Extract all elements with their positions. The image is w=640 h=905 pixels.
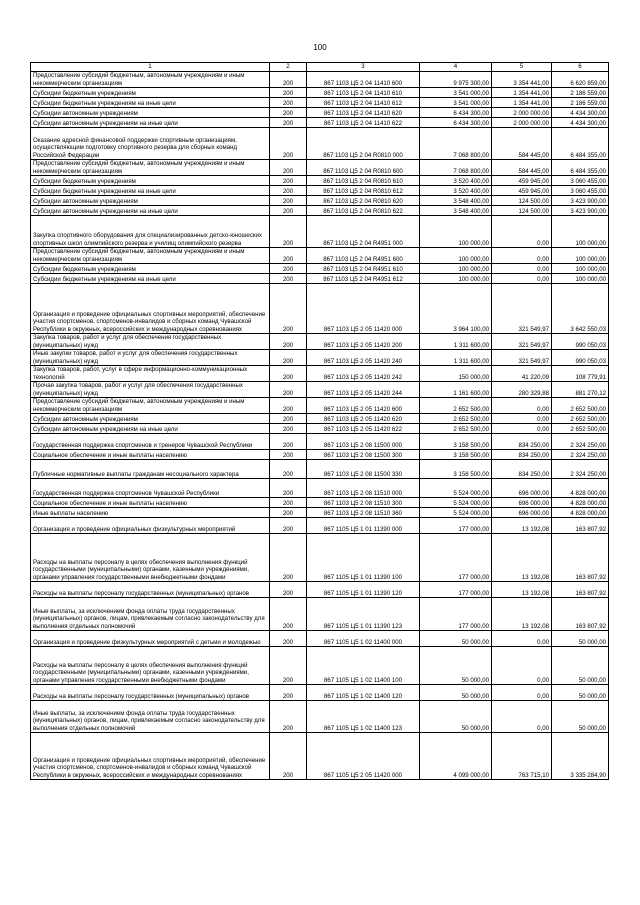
column-header: 6 [552, 63, 609, 72]
row-planned-cell: 5 524 000,00 [420, 498, 492, 508]
row-name-cell: Субсидии бюджетным учреждениям на иные цели [31, 98, 270, 108]
row-classification-cell: 867 1103 Ц5 2 04 R4951 000 [307, 216, 420, 248]
row-executed-cell: 2 000 000,00 [492, 108, 552, 118]
row-planned-cell: 6 434 300,00 [420, 108, 492, 118]
row-remainder-cell: 881 270,12 [552, 382, 609, 398]
table-row [31, 98, 609, 108]
row-code-cell: 200 [270, 508, 307, 518]
row-classification-cell: 867 1103 Ц5 2 08 11510 300 [307, 498, 420, 508]
row-remainder-cell: 3 060 455,00 [552, 186, 609, 196]
table-row [31, 685, 609, 701]
row-code-cell: 200 [270, 118, 307, 128]
row-classification-cell: 867 1103 Ц5 2 04 11410 600 [307, 72, 420, 88]
table-row [31, 108, 609, 118]
table-row [31, 631, 609, 647]
row-remainder-cell: 50 000,00 [552, 647, 609, 685]
row-remainder-cell: 2 324 250,00 [552, 460, 609, 479]
row-planned-cell: 50 000,00 [420, 701, 492, 733]
table-row [31, 498, 609, 508]
row-planned-cell: 5 524 000,00 [420, 479, 492, 498]
row-code-cell: 200 [270, 160, 307, 176]
row-classification-cell: 867 1103 Ц5 2 04 11410 620 [307, 108, 420, 118]
row-planned-cell: 100 000,00 [420, 216, 492, 248]
row-code-cell: 200 [270, 631, 307, 647]
table-row [31, 334, 609, 350]
row-remainder-cell: 100 000,00 [552, 274, 609, 284]
row-planned-cell: 100 000,00 [420, 264, 492, 274]
row-name-cell: Субсидии автономным учреждениям [31, 196, 270, 206]
row-planned-cell: 3 520 400,00 [420, 186, 492, 196]
row-executed-cell: 13 192,08 [492, 598, 552, 631]
table-row [31, 508, 609, 518]
row-remainder-cell: 2 324 250,00 [552, 450, 609, 460]
table-row [31, 160, 609, 176]
row-classification-cell: 867 1103 Ц5 2 04 R4951 610 [307, 264, 420, 274]
table-row [31, 88, 609, 98]
row-planned-cell: 177 000,00 [420, 518, 492, 534]
row-classification-cell: 867 1103 Ц5 2 04 11410 612 [307, 98, 420, 108]
row-code-cell: 200 [270, 534, 307, 582]
row-name-cell: Субсидии автономным учреждениям на иные цели [31, 118, 270, 128]
row-code-cell: 200 [270, 196, 307, 206]
row-name-cell: Иные закупки товаров, работ и услуг для обеспечения государственных (муниципальных) нужд [31, 350, 270, 366]
row-name-cell: Социальное обеспечение и иные выплаты населению [31, 498, 270, 508]
row-code-cell: 200 [270, 424, 307, 434]
row-code-cell: 200 [270, 498, 307, 508]
table-row [31, 72, 609, 88]
row-name-cell: Социальное обеспечение и иные выплаты населению [31, 450, 270, 460]
row-code-cell: 200 [270, 108, 307, 118]
row-code-cell: 200 [270, 264, 307, 274]
row-remainder-cell: 163 807,92 [552, 598, 609, 631]
row-classification-cell: 867 1105 Ц5 1 02 11400 100 [307, 647, 420, 685]
row-executed-cell: 0,00 [492, 424, 552, 434]
column-header: 3 [307, 63, 420, 72]
row-name-cell: Субсидии бюджетным учреждениям на иные цели [31, 274, 270, 284]
row-remainder-cell: 990 050,03 [552, 334, 609, 350]
row-name-cell: Субсидии бюджетным учреждениям [31, 176, 270, 186]
column-header: 5 [492, 63, 552, 72]
row-planned-cell: 3 548 400,00 [420, 206, 492, 216]
table-row [31, 534, 609, 582]
table-row [31, 382, 609, 398]
row-executed-cell: 0,00 [492, 398, 552, 414]
table-row [31, 264, 609, 274]
row-code-cell: 200 [270, 398, 307, 414]
table-row [31, 479, 609, 498]
row-classification-cell: 867 1103 Ц5 2 04 R0810 622 [307, 206, 420, 216]
row-classification-cell: 867 1105 Ц5 1 02 11400 000 [307, 631, 420, 647]
row-classification-cell: 867 1103 Ц5 2 04 11410 622 [307, 118, 420, 128]
row-name-cell: Расходы на выплаты персоналу государственных (муниципальных) органов [31, 582, 270, 598]
row-name-cell: Субсидии автономным учреждениям на иные цели [31, 424, 270, 434]
row-classification-cell: 867 1105 Ц5 1 01 11390 100 [307, 534, 420, 582]
row-name-cell: Прочая закупка товаров, работ и услуг для обеспечения государственных (муниципальных) нужд [31, 382, 270, 398]
row-name-cell: Иные выплаты, за исключением фонда оплаты труда государственных (муниципальных) органов, лицам, привлекаемым согласно законодательству для выполнения отдельных полномочий [31, 598, 270, 631]
row-executed-cell: 763 715,10 [492, 733, 552, 780]
table-row [31, 434, 609, 450]
row-executed-cell: 459 945,00 [492, 176, 552, 186]
row-planned-cell: 3 158 500,00 [420, 450, 492, 460]
row-classification-cell: 867 1103 Ц5 2 08 11510 000 [307, 479, 420, 498]
row-executed-cell: 584 445,00 [492, 160, 552, 176]
row-planned-cell: 100 000,00 [420, 248, 492, 264]
row-code-cell: 200 [270, 685, 307, 701]
row-executed-cell: 0,00 [492, 701, 552, 733]
column-header: 1 [31, 63, 270, 72]
row-remainder-cell: 163 807,92 [552, 534, 609, 582]
table-row [31, 701, 609, 733]
row-classification-cell: 867 1103 Ц5 2 04 R0810 610 [307, 176, 420, 186]
row-name-cell: Предоставление субсидий бюджетным, автономным учреждениям и иным некоммерческим организациям [31, 72, 270, 88]
row-code-cell: 200 [270, 733, 307, 780]
column-header: 4 [420, 63, 492, 72]
row-remainder-cell: 3 423 900,00 [552, 206, 609, 216]
row-planned-cell: 177 000,00 [420, 598, 492, 631]
row-planned-cell: 2 652 500,00 [420, 398, 492, 414]
column-header: 2 [270, 63, 307, 72]
row-classification-cell: 867 1103 Ц5 2 08 11500 330 [307, 460, 420, 479]
table-row [31, 518, 609, 534]
row-remainder-cell: 2 324 250,00 [552, 434, 609, 450]
row-code-cell: 200 [270, 701, 307, 733]
header-row [31, 63, 609, 72]
row-code-cell: 200 [270, 582, 307, 598]
row-remainder-cell: 3 642 550,03 [552, 284, 609, 334]
row-name-cell: Организация и проведение официальных физкультурных мероприятий [31, 518, 270, 534]
table-row [31, 216, 609, 248]
row-planned-cell: 150 000,00 [420, 366, 492, 382]
row-classification-cell: 867 1103 Ц5 2 05 11420 240 [307, 350, 420, 366]
row-executed-cell: 0,00 [492, 274, 552, 284]
row-name-cell: Государственная поддержка спортсменов и тренеров Чувашской Республики [31, 434, 270, 450]
row-classification-cell: 867 1103 Ц5 2 08 11500 000 [307, 434, 420, 450]
row-code-cell: 200 [270, 216, 307, 248]
row-classification-cell: 867 1103 Ц5 2 04 R0810 000 [307, 128, 420, 160]
row-remainder-cell: 4 434 300,00 [552, 118, 609, 128]
row-code-cell: 200 [270, 186, 307, 196]
row-planned-cell: 4 099 000,00 [420, 733, 492, 780]
row-remainder-cell: 50 000,00 [552, 701, 609, 733]
row-remainder-cell: 4 828 000,00 [552, 479, 609, 498]
row-planned-cell: 50 000,00 [420, 685, 492, 701]
row-remainder-cell: 108 779,91 [552, 366, 609, 382]
row-name-cell: Закупка товаров, работ, услуг в сфере информационно-коммуникационных технологий [31, 366, 270, 382]
row-name-cell: Предоставление субсидий бюджетным, автономным учреждениям и иным некоммерческим организациям [31, 160, 270, 176]
table-row [31, 598, 609, 631]
row-planned-cell: 1 311 600,00 [420, 350, 492, 366]
table-row [31, 248, 609, 264]
row-remainder-cell: 2 186 559,00 [552, 98, 609, 108]
row-planned-cell: 3 158 500,00 [420, 434, 492, 450]
page-number: 100 [313, 43, 327, 52]
row-remainder-cell: 2 652 500,00 [552, 414, 609, 424]
row-remainder-cell: 2 652 500,00 [552, 398, 609, 414]
row-name-cell: Государственная поддержка спортсменов Чувашской Республики [31, 479, 270, 498]
row-executed-cell: 13 192,08 [492, 582, 552, 598]
row-classification-cell: 867 1105 Ц5 1 01 11390 123 [307, 598, 420, 631]
row-remainder-cell: 3 423 900,00 [552, 196, 609, 206]
row-planned-cell: 6 434 300,00 [420, 118, 492, 128]
row-executed-cell: 0,00 [492, 647, 552, 685]
row-executed-cell: 2 000 000,00 [492, 118, 552, 128]
row-name-cell: Иные выплаты населению [31, 508, 270, 518]
row-executed-cell: 584 445,00 [492, 128, 552, 160]
row-name-cell: Субсидии бюджетным учреждениям [31, 88, 270, 98]
row-classification-cell: 867 1103 Ц5 2 05 11420 620 [307, 414, 420, 424]
row-classification-cell: 867 1103 Ц5 2 04 R4951 612 [307, 274, 420, 284]
row-planned-cell: 7 068 800,00 [420, 160, 492, 176]
row-executed-cell: 13 192,08 [492, 534, 552, 582]
row-code-cell: 200 [270, 647, 307, 685]
row-code-cell: 200 [270, 366, 307, 382]
row-code-cell: 200 [270, 434, 307, 450]
row-planned-cell: 7 068 800,00 [420, 128, 492, 160]
row-planned-cell: 2 652 500,00 [420, 424, 492, 434]
row-classification-cell: 867 1103 Ц5 2 05 11420 200 [307, 334, 420, 350]
row-planned-cell: 3 541 000,00 [420, 88, 492, 98]
row-name-cell: Предоставление субсидий бюджетным, автономным учреждениям и иным некоммерческим организациям [31, 248, 270, 264]
row-executed-cell: 0,00 [492, 248, 552, 264]
row-classification-cell: 867 1103 Ц5 2 05 11420 622 [307, 424, 420, 434]
row-classification-cell: 867 1105 Ц5 1 01 11390 120 [307, 582, 420, 598]
row-code-cell: 200 [270, 460, 307, 479]
row-planned-cell: 9 975 300,00 [420, 72, 492, 88]
row-classification-cell: 867 1103 Ц5 2 04 R4951 600 [307, 248, 420, 264]
row-name-cell: Организация и проведение официальных спортивных мероприятий, обеспечение участия спортсменов, спортсменов-инвалидов и сборных команд Чувашской Республики в окружных, всероссийских и международных соревнованиях [31, 733, 270, 780]
row-classification-cell: 867 1103 Ц5 2 04 R0810 612 [307, 186, 420, 196]
row-code-cell: 200 [270, 98, 307, 108]
row-code-cell: 200 [270, 176, 307, 186]
row-planned-cell: 1 161 600,00 [420, 382, 492, 398]
row-remainder-cell: 6 620 859,00 [552, 72, 609, 88]
row-remainder-cell: 990 050,03 [552, 350, 609, 366]
table-row [31, 647, 609, 685]
row-executed-cell: 696 000,00 [492, 498, 552, 508]
row-remainder-cell: 4 828 000,00 [552, 498, 609, 508]
table-row [31, 128, 609, 160]
row-executed-cell: 321 549,97 [492, 350, 552, 366]
row-executed-cell: 124 500,00 [492, 196, 552, 206]
row-remainder-cell: 163 807,92 [552, 582, 609, 598]
row-code-cell: 200 [270, 274, 307, 284]
row-remainder-cell: 50 000,00 [552, 631, 609, 647]
row-planned-cell: 2 652 500,00 [420, 414, 492, 424]
row-planned-cell: 3 520 400,00 [420, 176, 492, 186]
row-executed-cell: 124 500,00 [492, 206, 552, 216]
table-row [31, 424, 609, 434]
row-executed-cell: 0,00 [492, 216, 552, 248]
row-executed-cell: 0,00 [492, 685, 552, 701]
row-classification-cell: 867 1103 Ц5 2 05 11420 000 [307, 284, 420, 334]
row-executed-cell: 0,00 [492, 414, 552, 424]
row-executed-cell: 834 250,00 [492, 434, 552, 450]
row-classification-cell: 867 1103 Ц5 2 05 11420 242 [307, 366, 420, 382]
row-remainder-cell: 100 000,00 [552, 216, 609, 248]
row-remainder-cell: 4 828 000,00 [552, 508, 609, 518]
row-executed-cell: 3 354 441,00 [492, 72, 552, 88]
table-row [31, 733, 609, 780]
row-name-cell: Субсидии бюджетным учреждениям на иные цели [31, 186, 270, 196]
row-remainder-cell: 4 434 300,00 [552, 108, 609, 118]
table-row [31, 284, 609, 334]
row-remainder-cell: 6 484 355,00 [552, 128, 609, 160]
row-executed-cell: 696 000,00 [492, 479, 552, 498]
row-name-cell: Иные выплаты, за исключением фонда оплаты труда государственных (муниципальных) органов, лицам, привлекаемым согласно законодательству для выполнения отдельных полномочий [31, 701, 270, 733]
table-row [31, 366, 609, 382]
row-name-cell: Субсидии автономным учреждениям [31, 108, 270, 118]
row-remainder-cell: 2 186 559,00 [552, 88, 609, 98]
row-planned-cell: 5 524 000,00 [420, 508, 492, 518]
row-name-cell: Закупка спортивного оборудования для специализированных детско-юношеских спортивных школ олимпийского резерва и училищ олимпийского резерва [31, 216, 270, 248]
row-classification-cell: 867 1103 Ц5 2 05 11420 600 [307, 398, 420, 414]
row-code-cell: 200 [270, 206, 307, 216]
row-planned-cell: 50 000,00 [420, 631, 492, 647]
row-classification-cell: 867 1103 Ц5 2 04 R0810 600 [307, 160, 420, 176]
row-name-cell: Субсидии автономным учреждениям [31, 414, 270, 424]
budget-table [30, 62, 609, 780]
row-executed-cell: 41 220,09 [492, 366, 552, 382]
row-planned-cell: 100 000,00 [420, 274, 492, 284]
row-classification-cell: 867 1103 Ц5 2 08 11500 300 [307, 450, 420, 460]
row-remainder-cell: 3 060 455,00 [552, 176, 609, 186]
row-code-cell: 200 [270, 450, 307, 460]
row-name-cell: Организация и проведение физкультурных мероприятий с детьми и молодежью [31, 631, 270, 647]
table-row [31, 274, 609, 284]
row-classification-cell: 867 1105 Ц5 1 02 11400 120 [307, 685, 420, 701]
row-planned-cell: 177 000,00 [420, 534, 492, 582]
row-executed-cell: 0,00 [492, 264, 552, 274]
row-code-cell: 200 [270, 350, 307, 366]
row-code-cell: 200 [270, 128, 307, 160]
row-executed-cell: 321 549,97 [492, 334, 552, 350]
row-remainder-cell: 163 807,92 [552, 518, 609, 534]
row-remainder-cell: 50 000,00 [552, 685, 609, 701]
table-row [31, 398, 609, 414]
row-code-cell: 200 [270, 72, 307, 88]
row-name-cell: Субсидии бюджетным учреждениям [31, 264, 270, 274]
row-remainder-cell: 2 652 500,00 [552, 424, 609, 434]
table-row [31, 118, 609, 128]
table-row [31, 582, 609, 598]
row-classification-cell: 867 1103 Ц5 2 05 11420 244 [307, 382, 420, 398]
row-name-cell: Расходы на выплаты персоналу в целях обеспечения выполнения функций государственными (муниципальными) органами, казенными учреждениями, органами управления государственными внебюджетными фондами [31, 534, 270, 582]
row-executed-cell: 1 354 441,00 [492, 98, 552, 108]
row-name-cell: Расходы на выплаты персоналу в целях обеспечения выполнения функций государственными (муниципальными) органами, казенными учреждениями, органами управления государственными внебюджетными фондами [31, 647, 270, 685]
row-code-cell: 200 [270, 598, 307, 631]
row-code-cell: 200 [270, 382, 307, 398]
row-code-cell: 200 [270, 518, 307, 534]
table-row [31, 206, 609, 216]
row-name-cell: Расходы на выплаты персоналу государственных (муниципальных) органов [31, 685, 270, 701]
row-remainder-cell: 100 000,00 [552, 248, 609, 264]
row-planned-cell: 3 158 500,00 [420, 460, 492, 479]
row-name-cell: Оказание адресной финансовой поддержки спортивным организациям, осуществляющим подготовку спортивного резерва для сборных команд Российской Федерации [31, 128, 270, 160]
row-planned-cell: 3 548 400,00 [420, 196, 492, 206]
row-remainder-cell: 100 000,00 [552, 264, 609, 274]
row-name-cell: Закупка товаров, работ и услуг для обеспечения государственных (муниципальных) нужд [31, 334, 270, 350]
row-executed-cell: 321 549,97 [492, 284, 552, 334]
row-executed-cell: 696 000,00 [492, 508, 552, 518]
row-executed-cell: 459 945,00 [492, 186, 552, 196]
row-classification-cell: 867 1105 Ц5 1 02 11400 123 [307, 701, 420, 733]
row-classification-cell: 867 1103 Ц5 2 08 11510 360 [307, 508, 420, 518]
row-classification-cell: 867 1105 Ц5 2 05 11420 000 [307, 733, 420, 780]
row-code-cell: 200 [270, 414, 307, 424]
row-name-cell: Публичные нормативные выплаты гражданам несоциального характера [31, 460, 270, 479]
row-planned-cell: 3 541 000,00 [420, 98, 492, 108]
row-planned-cell: 50 000,00 [420, 647, 492, 685]
row-code-cell: 200 [270, 248, 307, 264]
row-executed-cell: 1 354 441,00 [492, 88, 552, 98]
table-row [31, 196, 609, 206]
row-remainder-cell: 6 484 355,00 [552, 160, 609, 176]
row-code-cell: 200 [270, 88, 307, 98]
row-code-cell: 200 [270, 479, 307, 498]
row-classification-cell: 867 1103 Ц5 2 04 11410 610 [307, 88, 420, 98]
row-code-cell: 200 [270, 284, 307, 334]
row-planned-cell: 1 311 600,00 [420, 334, 492, 350]
table-row [31, 350, 609, 366]
table-row [31, 460, 609, 479]
row-planned-cell: 177 000,00 [420, 582, 492, 598]
table-row [31, 450, 609, 460]
row-classification-cell: 867 1105 Ц5 1 01 11390 000 [307, 518, 420, 534]
row-name-cell: Субсидии автономным учреждениям на иные цели [31, 206, 270, 216]
row-name-cell: Организация и проведение официальных спортивных мероприятий, обеспечение участия спортсменов, спортсменов-инвалидов и сборных команд Чувашской Республики в окружных, всероссийских и международных соревнованиях [31, 284, 270, 334]
row-executed-cell: 0,00 [492, 631, 552, 647]
table-row [31, 186, 609, 196]
row-planned-cell: 3 964 100,00 [420, 284, 492, 334]
row-executed-cell: 834 250,00 [492, 450, 552, 460]
row-code-cell: 200 [270, 334, 307, 350]
table-row [31, 176, 609, 186]
row-executed-cell: 834 250,00 [492, 460, 552, 479]
row-executed-cell: 280 329,88 [492, 382, 552, 398]
row-remainder-cell: 3 335 284,90 [552, 733, 609, 780]
table-row [31, 414, 609, 424]
row-classification-cell: 867 1103 Ц5 2 04 R0810 620 [307, 196, 420, 206]
row-executed-cell: 13 192,08 [492, 518, 552, 534]
row-name-cell: Предоставление субсидий бюджетным, автономным учреждениям и иным некоммерческим организациям [31, 398, 270, 414]
